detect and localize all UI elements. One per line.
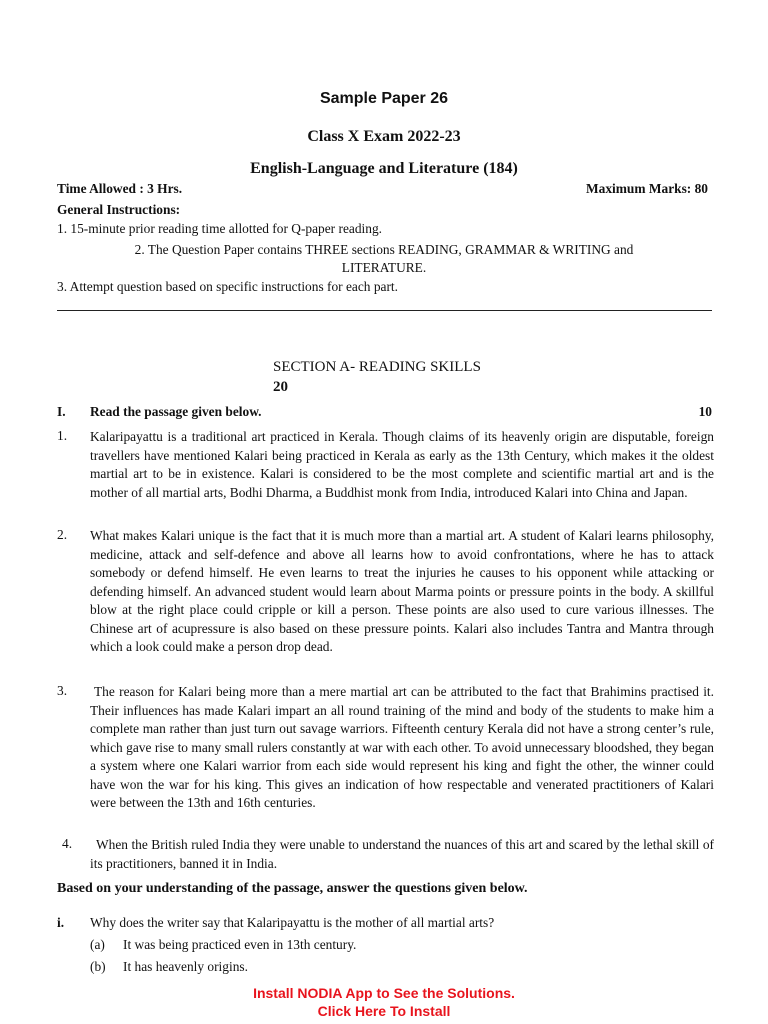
passage-paragraph: The reason for Kalari being more than a mere martial art can be attributed to the fact that Brahimins practised it. Their influences has made Kalari impart an all round training of the mind and body of the students to make him a complete man rather than just turn out savage warriors. Fifteenth century Kerala did not have a strong center’s rule, which gave rise to many small rulers constantly at war with each other. To avoid unnecessary bloodshed, they began a system where one Kalari warrior from each side would represent his king and fight the other, the winner could have won the war for his king. This gives an indication of how respectable and venerated practitioners of Kalari were between the 13th and 16th centuries. (90, 684, 714, 810)
time-allowed: Time Allowed : 3 Hrs. (57, 181, 183, 196)
instruction-item: 1. 15-minute prior reading time allotted for Q-paper reading. (57, 221, 382, 236)
questions-heading: Based on your understanding of the passage, answer the questions given below. (57, 881, 528, 896)
instructions-heading: General Instructions: (57, 202, 181, 217)
section-title: SECTION A- READING SKILLS (273, 359, 481, 375)
question-marks: 10 (698, 404, 712, 419)
paragraph-number: 1. (57, 428, 68, 443)
option-label: (a) (90, 937, 105, 952)
passage-paragraph: What makes Kalari unique is the fact that it is much more than a martial art. A student of Kalari learns philosophy, medicine, attack and self-defence and above all learns how to avoid confrontations, where he has to attack somebody or defend himself. He even learns to treat the injuries he causes to his opponent while attacking or defending himself. An advanced student would learn about Marma points or pressure points in the body. A skillful blow at the right place could cripple or kill a person. These points are also used to cure various illnesses. The Chinese art of acupressure is also based on these pressure points. Kalari also includes Tantra and Mantra through which a look could make a person drop dead. (90, 528, 714, 654)
sub-question-number: i. (57, 915, 65, 930)
maximum-marks: Maximum Marks: 80 (586, 181, 708, 196)
question-prompt: Read the passage given below. (90, 404, 262, 419)
option-text: It was being practiced even in 13th century. (123, 937, 357, 952)
instruction-item: 2. The Question Paper contains THREE sections READING, GRAMMAR & WRITING and (134, 242, 634, 257)
option-text: It has heavenly origins. (123, 959, 248, 974)
divider (57, 310, 712, 311)
option-label: (b) (90, 959, 106, 974)
install-app-link[interactable]: Install NODIA App to See the Solutions. (253, 985, 515, 1001)
paragraph-number: 4. (62, 836, 73, 851)
passage-paragraph: When the British ruled India they were unable to understand the nuances of this art and scared by the lethal skill of its practitioners, banned it in India. (90, 837, 714, 871)
click-to-install-link[interactable]: Click Here To Install (317, 1003, 451, 1019)
paper-title: Sample Paper 26 (319, 90, 449, 107)
subject-title: English-Language and Literature (184) (250, 160, 518, 177)
paragraph-number: 2. (57, 527, 68, 542)
passage-paragraph: Kalaripayattu is a traditional art practiced in Kerala. Though claims of its heavenly origin are disputable, foreign travellers have mentioned Kalari being practiced in Kerala as early as the 13th Century, which makes it the oldest martial art to be in existence. Kalari is considered to be the most complete and scientific martial art and is the mother of all martial arts, Bodhi Dharma, a Buddhist monk from India, introduced Kalari into China and Japan. (90, 429, 714, 500)
instruction-item: 3. Attempt question based on specific instructions for each part. (57, 279, 399, 294)
exam-class: Class X Exam 2022-23 (307, 128, 461, 145)
sub-question-text: Why does the writer say that Kalaripayattu is the mother of all martial arts? (90, 915, 495, 930)
instruction-item: LITERATURE. (341, 260, 427, 275)
section-marks: 20 (273, 379, 288, 395)
paragraph-number: 3. (57, 683, 68, 698)
question-number: I. (57, 404, 66, 419)
